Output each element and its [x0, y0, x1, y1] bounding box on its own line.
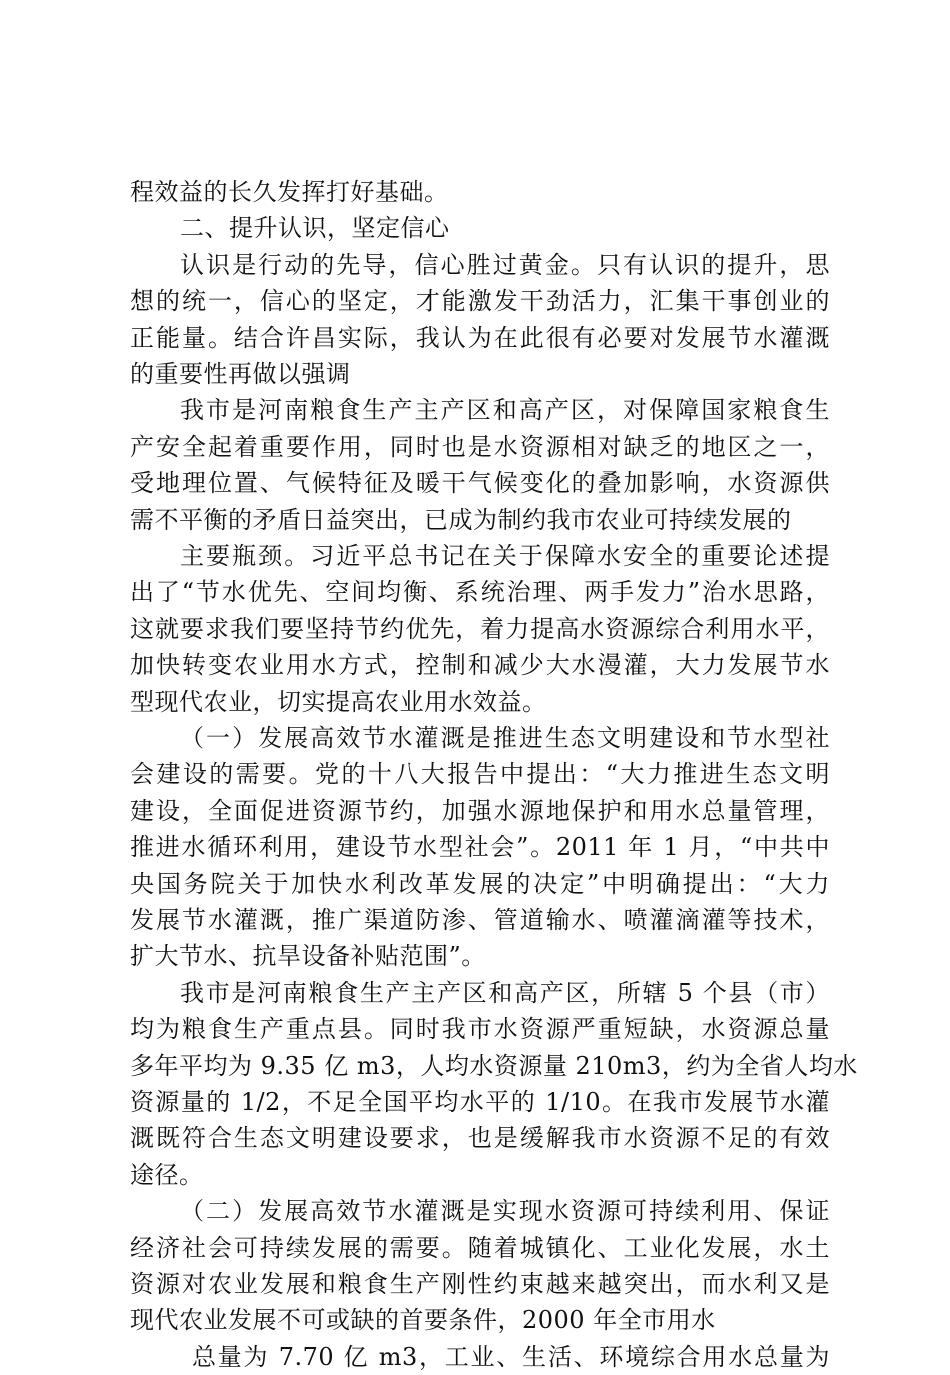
text-line: 认识是行动的先导，信心胜过黄金。只有认识的提升，思 [180, 250, 830, 279]
text-line: 均为粮食生产重点县。同时我市水资源严重短缺，水资源总量 [130, 1015, 830, 1044]
text-line: （二）发展高效节水灌溉是实现水资源可持续利用、保证 [180, 1197, 830, 1226]
text-line: 需不平衡的矛盾日益突出，已成为制约我市农业可持续发展的 [130, 505, 792, 534]
text-line: （一）发展高效节水灌溉是推进生态文明建设和节水型社 [180, 724, 830, 752]
text-line: 出了“节水优先、空间均衡、系统治理、两手发力”治水思路， [130, 578, 830, 607]
text-line: 总量为 7.70 亿 m3，工业、生活、环境综合用水总量为 [192, 1342, 830, 1371]
text-line: 推进水循环利用，建设节水型社会”。2011 年 1 月，“中共中 [130, 833, 830, 862]
text-line: 资源量的 1/2，不足全国平均水平的 1/10。在我市发展节水灌 [130, 1088, 830, 1116]
text-line: 这就要求我们要坚持节约优先，着力提高水资源综合利用水平， [130, 614, 830, 643]
text-line: 正能量。结合许昌实际，我认为在此很有必要对发展节水灌溉 [130, 323, 830, 352]
text-line: 主要瓶颈。习近平总书记在关于保障水安全的重要论述提 [180, 542, 830, 570]
text-line: 资源对农业发展和粮食生产刚性约束越来越突出，而水利又是 [130, 1270, 830, 1298]
text-line: 受地理位置、气候特征及暖干气候变化的叠加影响，水资源供 [130, 469, 830, 498]
text-line: 途径。 [130, 1160, 204, 1189]
text-line: 经济社会可持续发展的需要。随着城镇化、工业化发展，水土 [130, 1233, 830, 1262]
text-line: 现代农业发展不可或缺的首要条件，2000 年全市用水 [130, 1306, 716, 1335]
text-line: 的重要性再做以强调 [130, 360, 351, 388]
text-line: 央国务院关于加快水利改革发展的决定”中明确提出：“大力 [130, 869, 830, 898]
text-line: 我市是河南粮食生产主产区和高产区，对保障国家粮食生 [180, 396, 830, 425]
text-line: 扩大节水、抗旱设备补贴范围”。 [130, 942, 486, 971]
text-line: 建设，全面促进资源节约，加强水源地保护和用水总量管理， [130, 796, 830, 825]
text-line: 程效益的长久发挥打好基础。 [130, 178, 449, 206]
text-line: 二、提升认识，坚定信心 [180, 214, 450, 243]
text-line: 溉既符合生态文明建设要求，也是缓解我市水资源不足的有效 [130, 1124, 830, 1153]
text-line: 产安全起着重要作用，同时也是水资源相对缺乏的地区之一， [130, 432, 830, 461]
text-line: 型现代农业，切实提高农业用水效益。 [130, 687, 547, 716]
text-line: 加快转变农业用水方式，控制和减少大水漫灌，大力发展节水 [130, 651, 830, 680]
text-line: 多年平均为 9.35 亿 m3，人均水资源量 210m3，约为全省人均水 [130, 1051, 858, 1080]
text-line: 想的统一，信心的坚定，才能激发干劲活力，汇集干事创业的 [130, 287, 830, 316]
text-line: 发展节水灌溉，推广渠道防渗、管道输水、喷灌滴灌等技术， [130, 906, 830, 934]
text-line: 会建设的需要。党的十八大报告中提出：“大力推进生态文明 [130, 760, 830, 789]
text-line: 我市是河南粮食生产主产区和高产区，所辖 5 个县（市） [180, 978, 830, 1007]
